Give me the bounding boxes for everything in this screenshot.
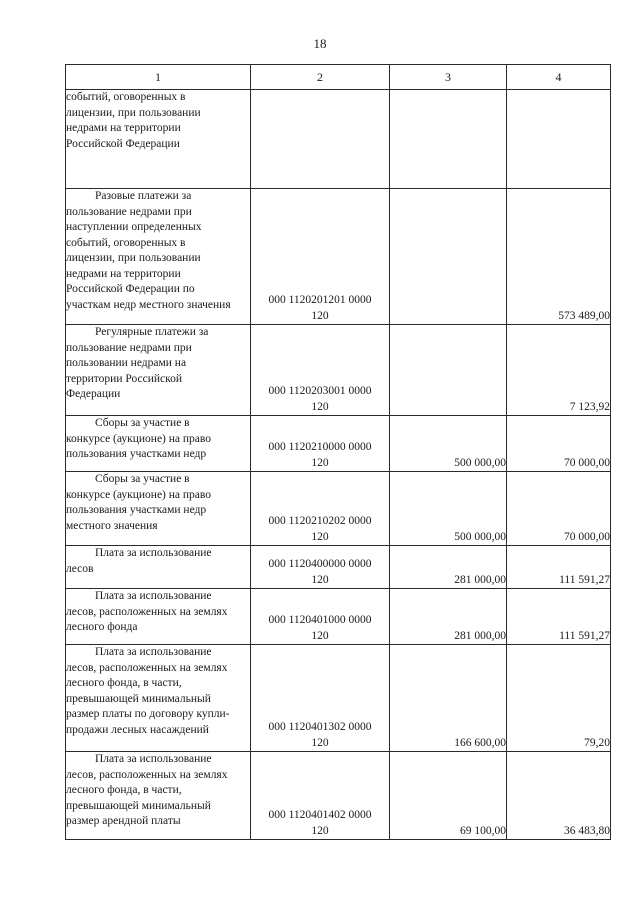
row-amount-col3: 281 000,00 <box>390 546 507 589</box>
table-row <box>66 90 611 189</box>
row-code: 000 1120401302 0000 120 <box>251 645 390 752</box>
table-row <box>66 546 611 589</box>
page-number: 18 <box>313 36 327 51</box>
row-description <box>66 589 251 645</box>
row-description <box>66 90 251 189</box>
row-amount-col3: 166 600,00 <box>390 645 507 752</box>
table-row <box>66 472 611 546</box>
row-amount-col4: 111 591,27 <box>507 589 611 645</box>
row-description-text: Плата за использование лесов, расположенных на землях лесного фонда <box>66 590 228 633</box>
row-description <box>66 645 251 752</box>
row-amount-col4: 70 000,00 <box>507 472 611 546</box>
table-body <box>66 90 611 840</box>
row-amount-col4 <box>507 90 611 189</box>
row-description <box>66 325 251 416</box>
header-col-4: 4 <box>507 65 611 90</box>
row-description-text: Сборы за участие в конкурсе (аукционе) на право пользования участками недр местного значения <box>66 473 212 532</box>
row-amount-col4: 70 000,00 <box>507 416 611 472</box>
header-col-2: 2 <box>251 65 390 90</box>
row-description-text: Плата за использование лесов, расположенных на землях лесного фонда, в части, превышающей минимальный размер арендной платы <box>66 753 228 827</box>
row-description-text: Сборы за участие в конкурсе (аукционе) на право пользования участками недр <box>66 417 212 460</box>
table-row <box>66 325 611 416</box>
row-amount-col3 <box>390 189 507 325</box>
row-amount-col4: 36 483,80 <box>507 752 611 840</box>
row-description-text: событий, оговоренных в лицензии, при пользовании недрами на территории Российской Федерации <box>66 91 201 150</box>
table-row <box>66 645 611 752</box>
row-amount-col3: 281 000,00 <box>390 589 507 645</box>
row-description <box>66 752 251 840</box>
row-code: 000 1120203001 0000 120 <box>251 325 390 416</box>
row-amount-col3 <box>390 325 507 416</box>
table-row <box>66 752 611 840</box>
row-amount-col3 <box>390 90 507 189</box>
row-amount-col4: 573 489,00 <box>507 189 611 325</box>
header-col-1: 1 <box>66 65 251 90</box>
row-description-text: Плата за использование лесов <box>66 547 212 575</box>
table-row <box>66 589 611 645</box>
row-description-text: Плата за использование лесов, расположенных на землях лесного фонда, в части, превышающей минимальный размер платы по договору купли- продажи лесных насаждений <box>66 646 230 736</box>
row-description <box>66 189 251 325</box>
revenue-table <box>65 64 611 840</box>
row-description <box>66 472 251 546</box>
row-amount-col3: 69 100,00 <box>390 752 507 840</box>
row-amount-col4: 7 123,92 <box>507 325 611 416</box>
row-code: 000 1120401000 0000 120 <box>251 589 390 645</box>
row-code: 000 1120210202 0000 120 <box>251 472 390 546</box>
row-code: 000 1120201201 0000 120 <box>251 189 390 325</box>
row-code <box>251 90 390 189</box>
table-header-row <box>66 65 611 90</box>
row-description <box>66 416 251 472</box>
table-row <box>66 189 611 325</box>
row-amount-col4: 79,20 <box>507 645 611 752</box>
row-description-text: Разовые платежи за пользование недрами при наступлении определенных событий, оговоренных в лицензии, при пользовании недрами на территории Российской Федерации по участкам недр местного значения <box>66 190 231 311</box>
row-amount-col3: 500 000,00 <box>390 416 507 472</box>
row-code: 000 1120401402 0000 120 <box>251 752 390 840</box>
row-code: 000 1120400000 0000 120 <box>251 546 390 589</box>
row-amount-col4: 111 591,27 <box>507 546 611 589</box>
row-description-text: Регулярные платежи за пользование недрами при пользовании недрами на территории Российской Федерации <box>66 326 209 400</box>
header-col-3: 3 <box>390 65 507 90</box>
row-amount-col3: 500 000,00 <box>390 472 507 546</box>
row-description <box>66 546 251 589</box>
table-row <box>66 416 611 472</box>
row-code: 000 1120210000 0000 120 <box>251 416 390 472</box>
